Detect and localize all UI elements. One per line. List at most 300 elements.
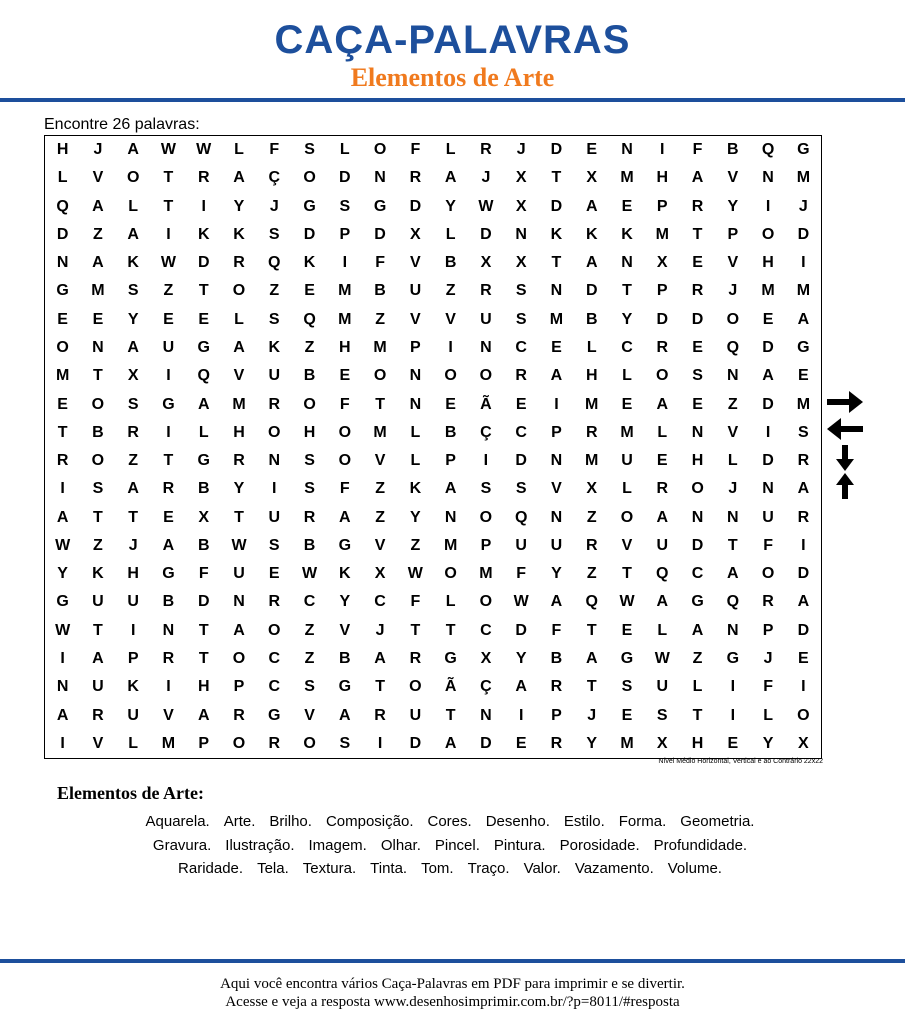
grid-cell: N: [727, 508, 739, 526]
grid-cell: E: [268, 565, 280, 583]
grid-cell: A: [797, 480, 810, 498]
grid-cell: Q: [761, 141, 775, 159]
grid-cell: O: [761, 225, 775, 243]
grid-cell: R: [585, 536, 598, 554]
grid-cell: L: [692, 678, 703, 696]
grid-cell: J: [516, 141, 526, 159]
grid-cell: U: [127, 706, 139, 724]
grid-cell: D: [550, 197, 563, 215]
grid-cell: Ã: [444, 678, 457, 696]
grid-cell: R: [656, 339, 669, 357]
grid-cell: D: [197, 593, 210, 611]
grid-cell: U: [162, 339, 175, 357]
grid-cell: Q: [268, 254, 281, 272]
grid-cell: H: [656, 169, 669, 187]
grid-cell: S: [480, 480, 492, 498]
grid-cell: T: [622, 565, 632, 583]
grid-cell: V: [727, 423, 739, 441]
grid-cell: V: [304, 706, 315, 724]
grid-cell: T: [551, 254, 562, 272]
grid-cell: F: [410, 593, 421, 611]
grid-cell: Z: [586, 508, 597, 526]
grid-cell: U: [550, 536, 563, 554]
grid-cell: I: [166, 423, 171, 441]
grid-cell: T: [128, 508, 139, 526]
grid-cell: Z: [586, 565, 597, 583]
grid-cell: Q: [303, 310, 316, 328]
grid-cell: B: [550, 650, 563, 668]
grid-cell: E: [727, 734, 739, 752]
grid-cell: T: [93, 508, 103, 526]
grid-cell: U: [92, 593, 104, 611]
grid-cell: G: [162, 395, 175, 413]
grid-cell: E: [515, 734, 527, 752]
grid-cell: J: [128, 536, 138, 554]
grid-cell: O: [691, 480, 704, 498]
grid-cell: X: [480, 650, 492, 668]
grid-cell: O: [338, 423, 352, 441]
grid-cell: T: [692, 225, 703, 243]
grid-cell: L: [657, 423, 668, 441]
grid-cell: N: [515, 225, 527, 243]
grid-cell: F: [551, 621, 562, 639]
grid-cell: W: [478, 197, 494, 215]
grid-cell: H: [127, 565, 139, 583]
grid-cell: Y: [586, 734, 598, 752]
grid-cell: A: [127, 141, 139, 159]
grid-cell: Q: [585, 593, 598, 611]
grid-cell: T: [375, 678, 385, 696]
grid-cell: E: [762, 310, 774, 328]
grid-cell: B: [303, 536, 316, 554]
grid-cell: S: [268, 225, 280, 243]
grid-cell: G: [268, 706, 281, 724]
word-list-item: Imagem.: [308, 836, 367, 854]
grid-cell: B: [92, 423, 104, 441]
grid-cell: U: [268, 367, 281, 385]
grid-cell: X: [515, 169, 527, 187]
grid-cell: Z: [727, 395, 738, 413]
grid-cell: Z: [445, 282, 456, 300]
grid-cell: O: [444, 565, 457, 583]
grid-cell: Z: [375, 508, 385, 526]
grid-cell: U: [268, 508, 281, 526]
grid-cell: L: [410, 423, 421, 441]
grid-cell: M: [373, 423, 387, 441]
grid-cell: R: [409, 169, 422, 187]
grid-cell: R: [762, 593, 774, 611]
arrow-up-icon: [825, 472, 865, 500]
grid-cell: N: [374, 169, 386, 187]
grid-cell: Y: [445, 197, 456, 215]
grid-cell: N: [56, 678, 69, 696]
grid-cell: P: [410, 339, 421, 357]
grid-cell: E: [621, 395, 633, 413]
grid-cell: D: [656, 310, 669, 328]
grid-cell: F: [339, 480, 350, 498]
grid-cell: D: [480, 225, 492, 243]
grid-cell: U: [656, 536, 669, 554]
grid-cell: O: [268, 423, 281, 441]
grid-cell: S: [692, 367, 703, 385]
top-divider: [0, 98, 905, 102]
grid-cell: L: [128, 734, 139, 752]
grid-cell: S: [268, 536, 280, 554]
word-list-item: Olhar.: [380, 836, 421, 854]
grid-cell: T: [198, 650, 209, 668]
grid-cell: H: [691, 734, 704, 752]
grid-cell: M: [161, 734, 176, 752]
word-list-title: Elementos de Arte:: [57, 783, 204, 803]
grid-cell: M: [338, 310, 352, 328]
grid-cell: Q: [726, 593, 740, 611]
grid-cell: N: [550, 452, 563, 470]
grid-cell: O: [479, 367, 493, 385]
grid-cell: L: [445, 593, 456, 611]
grid-cell: E: [163, 310, 174, 328]
grid-cell: N: [56, 254, 69, 272]
grid-cell: W: [619, 593, 635, 611]
grid-cell: N: [92, 339, 104, 357]
grid-cell: I: [448, 339, 453, 357]
grid-cell: D: [515, 452, 527, 470]
grid-cell: T: [198, 621, 209, 639]
grid-cell: O: [232, 734, 246, 752]
grid-cell: D: [409, 197, 422, 215]
grid-cell: S: [304, 480, 315, 498]
grid-cell: J: [763, 650, 773, 668]
grid-cell: P: [339, 225, 351, 243]
footer-line-2[interactable]: Acesse e veja a resposta www.desenhosimprimir.com.br/?p=8011/#resposta: [225, 994, 680, 1010]
grid-cell: A: [515, 678, 527, 696]
grid-cell: A: [550, 593, 563, 611]
grid-cell: M: [620, 734, 634, 752]
grid-cell: O: [409, 678, 422, 696]
grid-cell: T: [445, 706, 456, 724]
grid-cell: Q: [514, 508, 528, 526]
word-list-item: Composição.: [325, 813, 414, 830]
grid-cell: K: [127, 678, 139, 696]
grid-cell: H: [762, 254, 774, 272]
grid-cell: A: [727, 565, 739, 583]
grid-cell: A: [197, 706, 210, 724]
grid-cell: G: [797, 339, 810, 357]
word-list: [60, 810, 840, 881]
footer-line-1: Aqui você encontra vários Caça-Palavras em PDF para imprimir e se divertir.: [220, 976, 685, 992]
grid-cell: A: [797, 310, 810, 328]
word-list-item: Pintura.: [493, 836, 546, 854]
grid-cell: A: [339, 508, 351, 526]
word-search-grid: [44, 135, 822, 759]
grid-cell: F: [516, 565, 527, 583]
grid-cell: X: [198, 508, 210, 526]
grid-cell: A: [233, 621, 245, 639]
grid-cell: D: [762, 395, 774, 413]
grid-cell: R: [268, 734, 281, 752]
grid-cell: T: [93, 621, 103, 639]
grid-cell: N: [162, 621, 175, 639]
word-list-item: Arte.: [223, 813, 256, 830]
grid-cell: N: [480, 706, 492, 724]
grid-cell: A: [127, 225, 139, 243]
grid-cell: A: [691, 169, 704, 187]
grid-cell: C: [480, 621, 492, 639]
word-list-item: Vazamento.: [574, 860, 654, 877]
word-list-line: [60, 810, 840, 834]
grid-cell: C: [515, 423, 527, 441]
word-list-item: Textura.: [302, 860, 357, 877]
grid-cell: I: [201, 197, 206, 215]
grid-cell: D: [56, 225, 69, 243]
grid-cell: B: [374, 282, 386, 300]
grid-cell: T: [163, 169, 174, 187]
grid-cell: X: [586, 480, 598, 498]
grid-cell: G: [162, 565, 175, 583]
grid-cell: G: [338, 536, 352, 554]
grid-cell: O: [126, 169, 140, 187]
word-list-item: Forma.: [618, 813, 667, 830]
grid-cell: A: [233, 169, 245, 187]
grid-cell: R: [797, 452, 810, 470]
grid-cell: T: [163, 452, 174, 470]
grid-cell: W: [196, 141, 212, 159]
instruction-text: Encontre 26 palavras:: [44, 116, 200, 133]
grid-cell: P: [727, 225, 739, 243]
grid-cell: P: [233, 678, 245, 696]
word-list-item: Pincel.: [434, 836, 480, 854]
grid-cell: Z: [304, 339, 315, 357]
grid-cell: V: [551, 480, 562, 498]
grid-cell: N: [691, 508, 704, 526]
grid-cell: Y: [233, 197, 245, 215]
grid-cell: P: [445, 452, 456, 470]
grid-cell: R: [480, 141, 492, 159]
grid-cell: E: [57, 395, 68, 413]
grid-cell: D: [762, 339, 774, 357]
grid-cell: B: [585, 310, 598, 328]
grid-cell: H: [585, 367, 598, 385]
grid-cell: O: [303, 734, 316, 752]
grid-cell: Z: [93, 536, 103, 554]
grid-cell: A: [233, 339, 245, 357]
grid-cell: T: [57, 423, 68, 441]
grid-cell: T: [234, 508, 244, 526]
grid-cell: Y: [57, 565, 68, 583]
word-list-item: Tom.: [421, 860, 454, 877]
grid-cell: T: [445, 621, 456, 639]
grid-cell: X: [410, 225, 421, 243]
grid-cell: I: [342, 254, 348, 272]
grid-cell: M: [620, 423, 634, 441]
grid-cell: R: [92, 706, 104, 724]
grid-cell: G: [691, 593, 704, 611]
grid-cell: I: [377, 734, 383, 752]
grid-cell: J: [728, 480, 738, 498]
grid-cell: E: [692, 395, 703, 413]
grid-cell: Y: [762, 734, 774, 752]
grid-cell: O: [56, 339, 69, 357]
grid-cell: Y: [515, 650, 527, 668]
word-list-item: Ilustração.: [225, 836, 295, 854]
grid-cell: U: [92, 678, 104, 696]
grid-cell: C: [268, 650, 281, 668]
grid-cell: E: [551, 339, 562, 357]
grid-cell: L: [445, 141, 456, 159]
grid-cell: R: [656, 480, 669, 498]
grid-cell: N: [550, 282, 563, 300]
grid-cell: A: [550, 367, 563, 385]
grid-cell: G: [303, 197, 316, 215]
word-list-item: Estilo.: [563, 813, 605, 830]
grid-cell: J: [93, 141, 103, 159]
grid-cell: V: [374, 452, 386, 470]
grid-cell: N: [762, 169, 774, 187]
grid-cell: L: [445, 225, 456, 243]
grid-cell: U: [515, 536, 527, 554]
grid-cell: E: [515, 395, 527, 413]
grid-cell: D: [797, 565, 810, 583]
grid-cell: F: [198, 565, 209, 583]
grid-cell: E: [339, 367, 351, 385]
grid-cell: E: [621, 621, 633, 639]
grid-cell: N: [409, 367, 422, 385]
grid-cell: R: [515, 367, 527, 385]
grid-cell: Y: [621, 310, 633, 328]
grid-cell: F: [410, 141, 421, 159]
grid-cell: V: [727, 254, 739, 272]
grid-cell: A: [585, 650, 598, 668]
grid-cell: F: [692, 141, 703, 159]
grid-cell: O: [620, 508, 634, 526]
grid-cell: N: [691, 423, 704, 441]
grid-cell: O: [268, 621, 281, 639]
grid-cell: L: [727, 452, 738, 470]
grid-cell: D: [374, 225, 386, 243]
grid-cell: L: [234, 141, 244, 159]
grid-cell: Z: [375, 480, 385, 498]
grid-cell: A: [797, 593, 810, 611]
grid-cell: Y: [551, 565, 562, 583]
grid-cell: I: [130, 621, 136, 639]
grid-cell: X: [374, 565, 386, 583]
grid-cell: A: [162, 536, 175, 554]
grid-cell: T: [727, 536, 738, 554]
grid-cell: X: [515, 197, 527, 215]
grid-cell: L: [234, 310, 244, 328]
grid-cell: A: [585, 254, 598, 272]
grid-cell: Z: [375, 310, 385, 328]
grid-cell: B: [197, 536, 210, 554]
grid-cell: E: [798, 650, 809, 668]
grid-cell: R: [56, 452, 69, 470]
grid-cell: E: [798, 367, 809, 385]
grid-cell: J: [587, 706, 597, 724]
grid-cell: T: [551, 169, 562, 187]
bottom-divider: [0, 959, 905, 963]
grid-cell: Q: [726, 339, 740, 357]
grid-cell: O: [91, 395, 105, 413]
grid-cell: N: [621, 141, 633, 159]
grid-cell: M: [620, 169, 634, 187]
grid-cell: W: [513, 593, 529, 611]
grid-cell: U: [480, 310, 492, 328]
grid-cell: R: [233, 254, 245, 272]
grid-cell: S: [621, 678, 633, 696]
grid-cell: M: [761, 282, 775, 300]
grid-cell: A: [444, 734, 457, 752]
grid-cell: R: [374, 706, 386, 724]
grid-cell: I: [730, 706, 736, 724]
grid-cell: L: [763, 706, 773, 724]
grid-cell: Z: [304, 621, 315, 639]
word-list-item: Raridade.: [178, 860, 244, 877]
grid-cell: K: [621, 225, 633, 243]
grid-cell: K: [233, 225, 245, 243]
word-list-line: [60, 834, 840, 858]
grid-cell: R: [268, 593, 281, 611]
grid-cell: M: [338, 282, 352, 300]
grid-cell: R: [303, 508, 316, 526]
grid-cell: T: [375, 395, 385, 413]
grid-cell: W: [55, 536, 71, 554]
grid-cell: M: [655, 225, 669, 243]
grid-cell: I: [166, 367, 171, 385]
grid-cell: K: [268, 339, 281, 357]
grid-cell: Z: [269, 282, 280, 300]
grid-cell: P: [551, 706, 562, 724]
grid-cell: U: [762, 508, 774, 526]
grid-cell: R: [550, 734, 563, 752]
grid-cell: A: [92, 254, 104, 272]
grid-cell: A: [444, 169, 457, 187]
grid-cell: A: [585, 197, 598, 215]
grid-cell: I: [166, 225, 171, 243]
grid-cell: I: [166, 678, 171, 696]
grid-cell: Y: [727, 197, 739, 215]
grid-cell: Q: [656, 565, 669, 583]
grid-cell: S: [339, 734, 351, 752]
grid-cell: G: [338, 678, 352, 696]
grid-cell: K: [339, 565, 351, 583]
grid-cell: U: [127, 593, 139, 611]
grid-cell: D: [480, 734, 492, 752]
grid-cell: G: [373, 197, 387, 215]
grid-cell: I: [765, 423, 771, 441]
grid-cell: M: [585, 452, 599, 470]
grid-cell: G: [726, 650, 740, 668]
grid-cell: M: [479, 565, 493, 583]
arrow-right-icon: [825, 388, 865, 416]
grid-cell: Ç: [480, 678, 492, 696]
grid-cell: V: [727, 169, 739, 187]
grid-cell: P: [762, 621, 774, 639]
grid-cell: E: [692, 339, 703, 357]
grid-cell: N: [444, 508, 457, 526]
word-list-item: Tela.: [257, 860, 289, 877]
grid-cell: H: [56, 141, 69, 159]
grid-cell: S: [515, 310, 527, 328]
grid-cell: K: [550, 225, 563, 243]
grid-cell: B: [303, 367, 316, 385]
grid-cell: R: [268, 395, 281, 413]
level-note: Nível Médio Horizontal, Vertical e ao Contrário 22x22: [658, 758, 823, 765]
grid-cell: R: [585, 423, 598, 441]
grid-cell: A: [656, 508, 669, 526]
grid-cell: Z: [93, 225, 103, 243]
grid-cell: D: [339, 169, 351, 187]
grid-cell: W: [160, 141, 176, 159]
grid-cell: O: [338, 452, 352, 470]
